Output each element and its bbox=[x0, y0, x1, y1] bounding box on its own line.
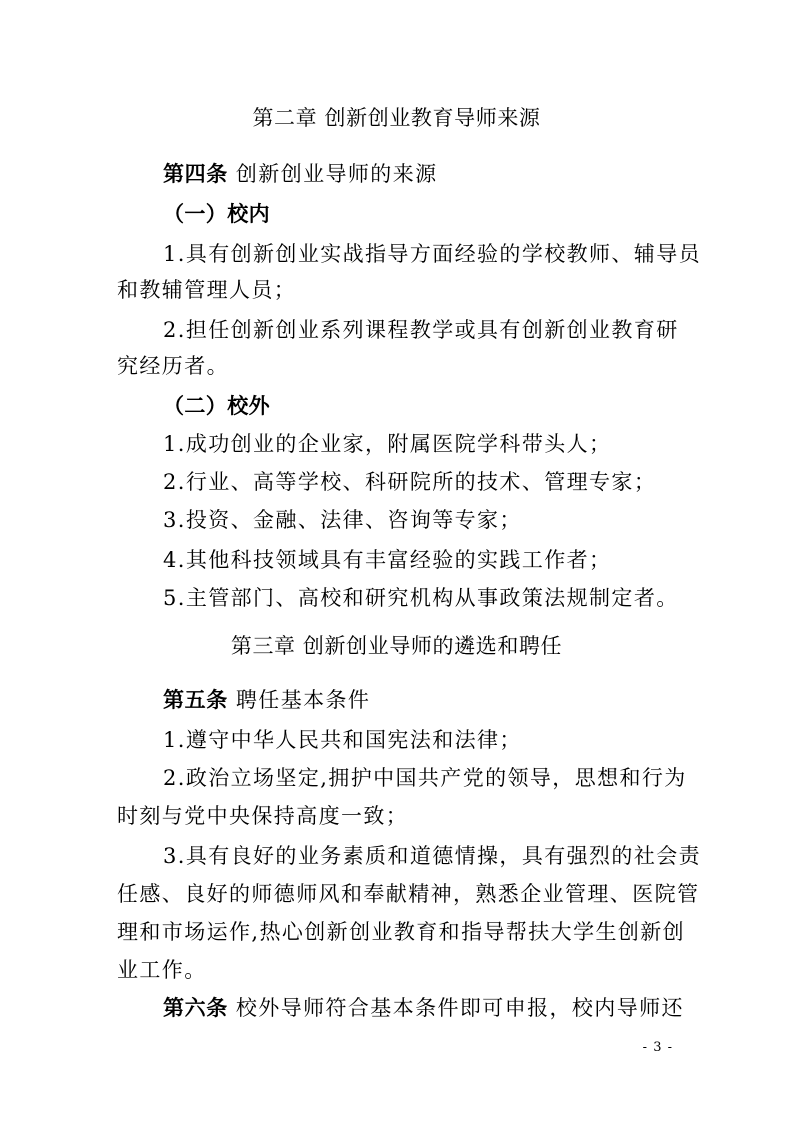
article-six-text: 校外导师符合基本条件即可申报，校内导师还 bbox=[235, 996, 684, 1020]
article-five-item-2-line-1: 2.政治立场坚定,拥护中国共产党的领导，思想和行为 bbox=[163, 766, 687, 790]
article-six-label: 第六条 bbox=[163, 996, 228, 1020]
article-five-item-3-line-1: 3.具有良好的业务素质和道德情操，具有强烈的社会责 bbox=[163, 844, 702, 868]
article-four-label: 第四条 bbox=[163, 162, 228, 186]
external-item-5: 5.主管部门、高校和研究机构从事政策法规制定者。 bbox=[163, 586, 679, 610]
chapter-two-heading: 第二章 创新创业教育导师来源 bbox=[252, 106, 541, 130]
article-five-item-3-line-3: 理和市场运作,热心创新创业教育和指导帮扶大学生创新创 bbox=[117, 920, 686, 944]
page-number: - 3 - bbox=[642, 1040, 673, 1055]
section-external-heading: （二）校外 bbox=[163, 394, 270, 418]
article-six bbox=[163, 994, 723, 1022]
article-five-label: 第五条 bbox=[163, 688, 228, 712]
chapter-three-heading: 第三章 创新创业导师的遴选和聘任 bbox=[230, 634, 563, 658]
section-internal-heading: （一）校内 bbox=[163, 202, 270, 226]
internal-item-1-line-2: 和教辅管理人员； bbox=[117, 278, 297, 302]
article-five bbox=[163, 686, 723, 714]
article-five-item-3-line-2: 任感、良好的师德师风和奉献精神，熟悉企业管理、医院管 bbox=[117, 882, 700, 906]
external-item-1: 1.成功创业的企业家，附属医院学科带头人； bbox=[163, 432, 612, 456]
internal-item-2-line-1: 2.担任创新创业系列课程教学或具有创新创业教育研 bbox=[163, 318, 679, 342]
internal-item-1-line-1: 1.具有创新创业实战指导方面经验的学校教师、辅导员 bbox=[163, 242, 702, 266]
internal-item-2-line-2: 究经历者。 bbox=[117, 354, 229, 378]
external-item-3: 3.投资、金融、法律、咨询等专家； bbox=[163, 508, 522, 532]
article-five-item-2-line-2: 时刻与党中央保持高度一致； bbox=[117, 804, 409, 828]
external-item-4: 4.其他科技领域具有丰富经验的实践工作者； bbox=[163, 548, 612, 572]
article-four bbox=[163, 160, 723, 188]
external-item-2: 2.行业、高等学校、科研院所的技术、管理专家； bbox=[163, 470, 657, 494]
article-four-title: 创新创业导师的来源 bbox=[235, 162, 438, 186]
article-five-title: 聘任基本条件 bbox=[235, 688, 371, 712]
article-five-item-1: 1.遵守中华人民共和国宪法和法律； bbox=[163, 728, 522, 752]
article-five-item-3-line-4: 业工作。 bbox=[117, 958, 207, 982]
